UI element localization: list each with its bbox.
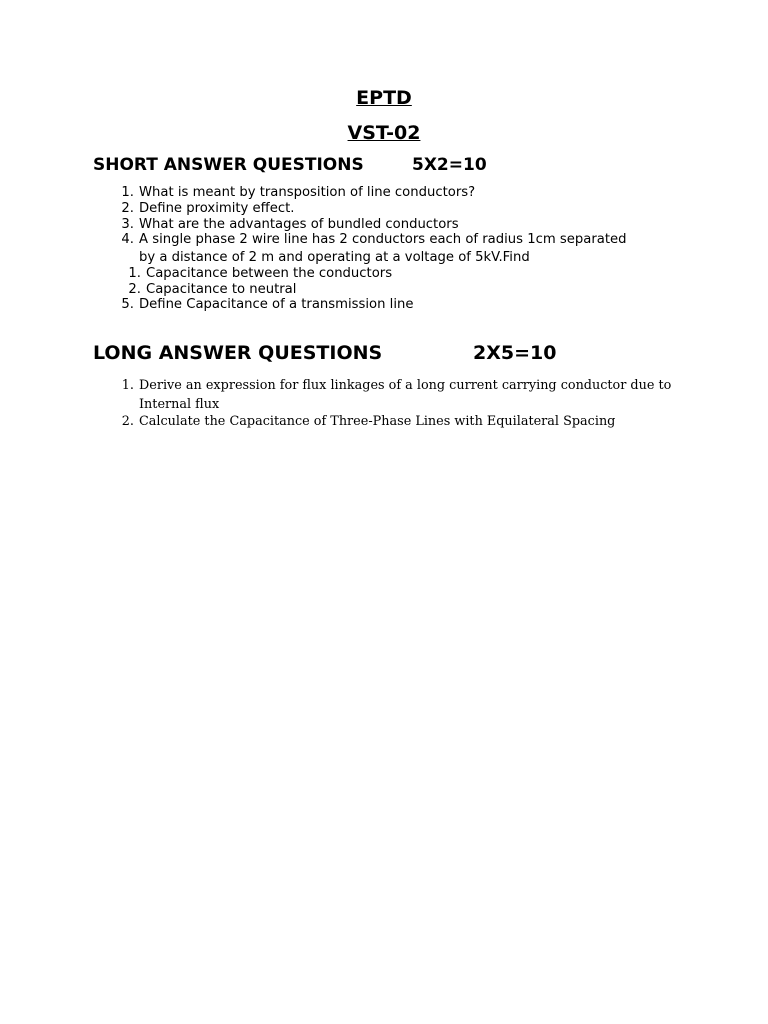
question-text: A single phase 2 wire line has 2 conductors each of radius 1cm separated xyxy=(139,232,627,247)
short-answer-marks: 5X2=10 xyxy=(412,155,487,175)
question-number: 2. xyxy=(121,201,134,216)
question-text-continuation: by a distance of 2 m and operating at a voltage of 5kV.Find xyxy=(139,250,530,265)
document-title: EPTD xyxy=(356,87,412,109)
sub-question-number: 1. xyxy=(128,266,141,281)
question-number: 1. xyxy=(121,378,134,393)
question-text: What are the advantages of bundled conductors xyxy=(139,217,459,232)
sub-question-number: 2. xyxy=(128,282,141,297)
document-subtitle: VST-02 xyxy=(347,122,421,144)
question-text: Define Capacitance of a transmission line xyxy=(139,297,414,312)
question-number: 2. xyxy=(121,414,134,429)
long-answer-marks: 2X5=10 xyxy=(473,342,557,364)
question-text: What is meant by transposition of line conductors? xyxy=(139,185,476,200)
long-answer-heading-label: LONG ANSWER QUESTIONS xyxy=(93,342,383,364)
question-number: 3. xyxy=(121,217,134,232)
short-answer-heading xyxy=(93,155,487,175)
long-answer-heading xyxy=(93,342,557,364)
question-number: 5. xyxy=(121,297,134,312)
question-number: 1. xyxy=(121,185,134,200)
question-number: 4. xyxy=(121,232,134,247)
question-text-continuation: Internal flux xyxy=(139,397,220,412)
question-text: Define proximity effect. xyxy=(139,201,295,216)
sub-question-text: Capacitance between the conductors xyxy=(146,266,393,281)
sub-question-text: Capacitance to neutral xyxy=(146,282,297,297)
question-text: Calculate the Capacitance of Three-Phase Lines with Equilateral Spacing xyxy=(139,414,616,429)
short-answer-heading-label: SHORT ANSWER QUESTIONS xyxy=(93,155,364,175)
question-text: Derive an expression for flux linkages of a long current carrying conductor due to xyxy=(139,378,672,393)
